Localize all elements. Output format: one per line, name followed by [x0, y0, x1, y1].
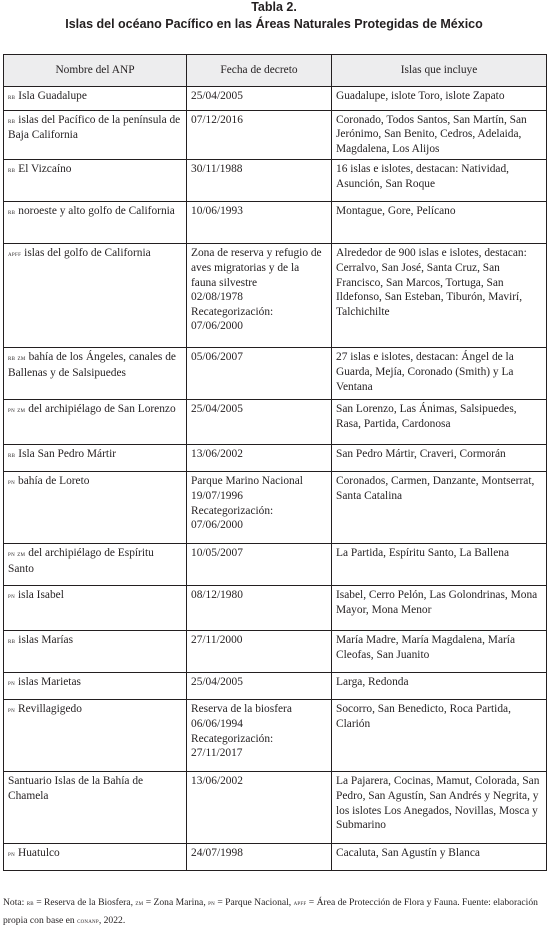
- cell-islands: La Pajarera, Cocinas, Mamut, Colorada, San Pedro, San Agustín, San Andrés y Negrita, y los islotes Los Anegados, Novillas, Mosca y Submarino: [332, 772, 547, 844]
- decree-date-line: Parque Marino Nacional: [191, 475, 303, 488]
- anp-category-tag: pn: [8, 591, 15, 601]
- cell-decree-date: [187, 400, 332, 445]
- anp-name: isla Isabel: [18, 589, 64, 602]
- decree-date-line: 06/06/1994: [191, 717, 243, 730]
- anp-name: del archipiélago de Espíritu Santo: [8, 547, 154, 575]
- table-row: [4, 844, 547, 871]
- anp-name: Isla Guadalupe: [18, 89, 87, 102]
- table-body: [4, 86, 547, 871]
- anp-name: islas Marías: [18, 634, 74, 647]
- decree-date-line: 05/06/2007: [191, 351, 243, 364]
- cell-decree-date: [187, 472, 332, 544]
- cell-islands: Larga, Redonda: [332, 673, 547, 700]
- table-row: [4, 348, 547, 400]
- table-row: [4, 586, 547, 631]
- cell-decree-date: [187, 673, 332, 700]
- decree-date-line: 19/07/1996: [191, 489, 243, 502]
- table-row: [4, 445, 547, 472]
- cell-islands: María Madre, María Magdalena, María Cleofas, San Juanito: [332, 631, 547, 673]
- anp-name: islas del golfo de California: [24, 247, 151, 260]
- table-row: [4, 400, 547, 445]
- cell-decree-date: [187, 445, 332, 472]
- table-number: Tabla 2.: [251, 0, 297, 14]
- anp-name: islas del Pacífico de la península de Baja California: [8, 113, 181, 142]
- cell-decree-date: [187, 160, 332, 202]
- cell-islands: Alrededor de 900 islas e islotes, destacan: Cerralvo, San José, Santa Cruz, San Francisco, San Marcos, Tortuga, San Ildefonso, San Esteban, Tiburón, Mavirí, Talchichilte: [332, 244, 547, 348]
- cell-islands: Cacaluta, San Agustín y Blanca: [332, 844, 547, 871]
- decree-date-line: Recategorización:: [191, 732, 274, 745]
- decree-date-line: Recategorización:: [191, 305, 274, 318]
- decree-date-line: 25/04/2005: [191, 403, 243, 416]
- anp-name: bahía de los Ángeles, canales de Ballenas y de Salsipuedes: [8, 351, 176, 379]
- anp-table: [3, 54, 547, 871]
- anp-category-tag: rb zm: [8, 353, 26, 363]
- cell-anp-name: [4, 110, 187, 160]
- cell-decree-date: [187, 202, 332, 244]
- cell-decree-date: [187, 586, 332, 631]
- anp-category-tag: rb: [8, 91, 16, 101]
- decree-date-line: 07/06/2000: [191, 519, 243, 532]
- cell-islands: Montague, Gore, Pelícano: [332, 202, 547, 244]
- anp-name: Isla San Pedro Mártir: [18, 448, 117, 461]
- decree-date-line: 27/11/2000: [191, 634, 243, 647]
- cell-anp-name: [4, 844, 187, 871]
- cell-anp-name: [4, 772, 187, 844]
- anp-category-tag: rb: [8, 207, 16, 217]
- decree-date-line: 24/07/1998: [191, 847, 243, 860]
- cell-islands: Guadalupe, islote Toro, islote Zapato: [332, 86, 547, 110]
- note-text: = Zona Marina,: [143, 897, 209, 908]
- table-row: [4, 673, 547, 700]
- header-anp-name: Nombre del ANP: [4, 55, 187, 87]
- anp-category-tag: rb: [8, 115, 16, 125]
- table-note: [3, 894, 546, 930]
- note-abbreviation: conanp: [77, 917, 99, 925]
- table-caption: [0, 0, 548, 32]
- table-row: [4, 544, 547, 586]
- cell-decree-date: [187, 244, 332, 348]
- decree-date-line: 07/12/2016: [191, 113, 243, 126]
- anp-name: islas Marietas: [18, 676, 81, 689]
- cell-islands: 16 islas e islotes, destacan: Natividad, Asunción, San Roque: [332, 160, 547, 202]
- note-text: = Reserva de la Biosfera,: [33, 897, 136, 908]
- anp-name: Revillagigedo: [18, 703, 82, 716]
- cell-islands: Coronados, Carmen, Danzante, Montserrat, Santa Catalina: [332, 472, 547, 544]
- table-row: [4, 110, 547, 160]
- anp-category-tag: pn: [8, 477, 15, 487]
- cell-anp-name: [4, 673, 187, 700]
- note-abbreviation: zm: [135, 899, 144, 907]
- cell-islands: 27 islas e islotes, destacan: Ángel de la Guarda, Mejía, Coronado (Smith) y La Ventana: [332, 348, 547, 400]
- cell-islands: Socorro, San Benedicto, Roca Partida, Clarión: [332, 700, 547, 772]
- decree-date-line: 27/11/2017: [191, 747, 243, 760]
- cell-decree-date: [187, 772, 332, 844]
- decree-date-line: 02/08/1978: [191, 291, 243, 304]
- note-text: , 2022.: [98, 915, 126, 926]
- table-row: [4, 772, 547, 844]
- cell-decree-date: [187, 348, 332, 400]
- cell-anp-name: [4, 348, 187, 400]
- anp-category-tag: rb: [8, 450, 16, 460]
- anp-name: bahía de Loreto: [18, 475, 90, 488]
- anp-category-tag: apff: [8, 249, 22, 259]
- decree-date-line: 13/06/2002: [191, 775, 243, 788]
- cell-anp-name: [4, 160, 187, 202]
- anp-name: Santuario Islas de la Bahía de Chamela: [8, 775, 144, 802]
- cell-anp-name: [4, 700, 187, 772]
- anp-category-tag: pn zm: [8, 405, 26, 415]
- cell-islands: Coronado, Todos Santos, San Martín, San Jerónimo, San Benito, Cedros, Adelaida, Magdalena, Los Alijos: [332, 110, 547, 160]
- table-row: [4, 202, 547, 244]
- table-row: [4, 244, 547, 348]
- anp-category-tag: pn: [8, 705, 15, 715]
- cell-anp-name: [4, 631, 187, 673]
- cell-anp-name: [4, 544, 187, 586]
- decree-date-line: 25/04/2005: [191, 676, 243, 689]
- cell-decree-date: [187, 631, 332, 673]
- decree-date-line: 25/04/2005: [191, 89, 243, 102]
- header-decree-date: Fecha de decreto: [187, 55, 332, 87]
- note-abbreviation: rb: [26, 899, 34, 907]
- decree-date-line: 10/05/2007: [191, 547, 243, 560]
- cell-islands: San Lorenzo, Las Ánimas, Salsipuedes, Rasa, Partida, Cardonosa: [332, 400, 547, 445]
- cell-anp-name: [4, 400, 187, 445]
- decree-date-line: 08/12/1980: [191, 589, 243, 602]
- note-prefix: Nota:: [3, 897, 25, 908]
- table-title: Islas del océano Pacífico en las Áreas Naturales Protegidas de México: [65, 17, 483, 31]
- cell-decree-date: [187, 86, 332, 110]
- table-row: [4, 472, 547, 544]
- decree-date-line: Reserva de la biosfera: [191, 703, 292, 716]
- decree-date-line: 13/06/2002: [191, 448, 243, 461]
- anp-category-tag: pn: [8, 678, 15, 688]
- cell-anp-name: [4, 586, 187, 631]
- cell-decree-date: [187, 544, 332, 586]
- cell-anp-name: [4, 202, 187, 244]
- cell-decree-date: [187, 844, 332, 871]
- table-row: [4, 700, 547, 772]
- cell-anp-name: [4, 445, 187, 472]
- decree-date-line: 07/06/2000: [191, 320, 243, 333]
- decree-date-line: Recategorización:: [191, 504, 274, 517]
- note-text: = Área de Protección de Flora y Fauna. Fuente: elaboración propia con base en: [3, 897, 538, 926]
- decree-date-line: 10/06/1993: [191, 205, 243, 218]
- anp-category-tag: rb: [8, 165, 16, 175]
- table-row: [4, 160, 547, 202]
- anp-category-tag: pn: [8, 849, 15, 859]
- cell-islands: Isabel, Cerro Pelón, Las Golondrinas, Mona Mayor, Mona Menor: [332, 586, 547, 631]
- anp-name: Huatulco: [18, 847, 60, 860]
- note-abbreviation: apff: [293, 899, 307, 907]
- anp-name: noroeste y alto golfo de California: [18, 205, 175, 218]
- cell-anp-name: [4, 86, 187, 110]
- cell-decree-date: [187, 700, 332, 772]
- cell-anp-name: [4, 244, 187, 348]
- note-text: = Parque Nacional,: [214, 897, 294, 908]
- cell-decree-date: [187, 110, 332, 160]
- table-header: [4, 55, 547, 87]
- note-abbreviation: pn: [208, 899, 215, 907]
- cell-islands: San Pedro Mártir, Craveri, Cormorán: [332, 445, 547, 472]
- cell-islands: La Partida, Espíritu Santo, La Ballena: [332, 544, 547, 586]
- header-islands: Islas que incluye: [332, 55, 547, 87]
- decree-date-line: 30/11/1988: [191, 163, 243, 176]
- anp-name: del archipiélago de San Lorenzo: [28, 403, 176, 416]
- table-row: [4, 631, 547, 673]
- anp-category-tag: rb: [8, 636, 16, 646]
- cell-anp-name: [4, 472, 187, 544]
- anp-name: El Vizcaíno: [18, 163, 72, 176]
- decree-date-line: Zona de reserva y refugio de aves migratorias y de la fauna silvestre: [191, 247, 322, 289]
- table-row: [4, 86, 547, 110]
- header-row: [4, 55, 547, 87]
- anp-category-tag: pn zm: [8, 549, 26, 559]
